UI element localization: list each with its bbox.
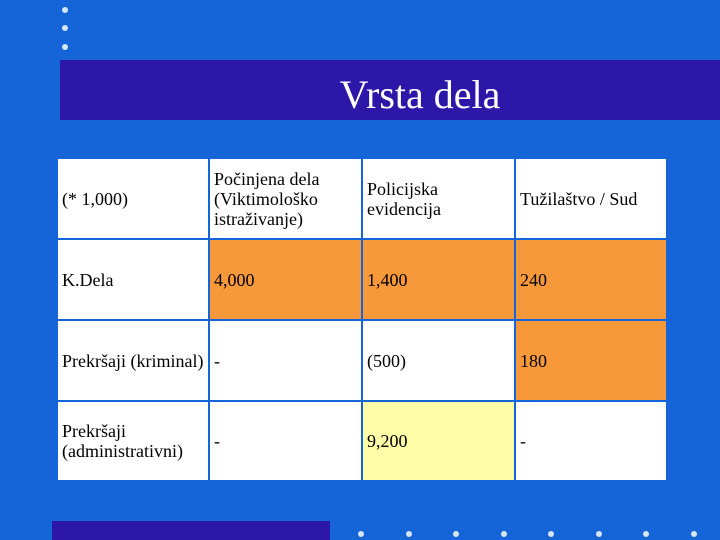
decor-dot (691, 531, 697, 537)
value-cell: - (515, 401, 667, 481)
row-label-cell: Prekršaji (administrativni) (57, 401, 209, 481)
slide-title: Vrsta dela (339, 72, 501, 117)
header-col1-cell: Počinjena dela (Viktimološko istraživanje) (209, 158, 362, 239)
decor-dot (62, 25, 68, 31)
decor-dot (358, 531, 364, 537)
decor-dot (62, 7, 68, 13)
value-cell: 240 (515, 239, 667, 320)
decor-dot (501, 531, 507, 537)
header-label-cell: (* 1,000) (57, 158, 209, 239)
row-label-cell: K.Dela (57, 239, 209, 320)
decor-dot (596, 531, 602, 537)
value-cell: 4,000 (209, 239, 362, 320)
row-label-cell: Prekršaji (kriminal) (57, 320, 209, 401)
decor-dot (406, 531, 412, 537)
value-cell: 180 (515, 320, 667, 401)
footer-bar (52, 521, 330, 540)
table-row (57, 320, 667, 401)
crime-table (56, 157, 668, 482)
value-cell: (500) (362, 320, 515, 401)
value-cell: 1,400 (362, 239, 515, 320)
value-cell: 9,200 (362, 401, 515, 481)
value-cell: - (209, 401, 362, 481)
table-row (57, 401, 667, 481)
table-header-row (57, 158, 667, 239)
decor-dot (548, 531, 554, 537)
header-col2-cell: Policijska evidencija (362, 158, 515, 239)
value-cell: - (209, 320, 362, 401)
decor-dot (643, 531, 649, 537)
title-bar (60, 60, 720, 120)
table-row (57, 239, 667, 320)
decor-dot (453, 531, 459, 537)
decor-dot (62, 44, 68, 50)
header-col3-cell: Tužilaštvo / Sud (515, 158, 667, 239)
